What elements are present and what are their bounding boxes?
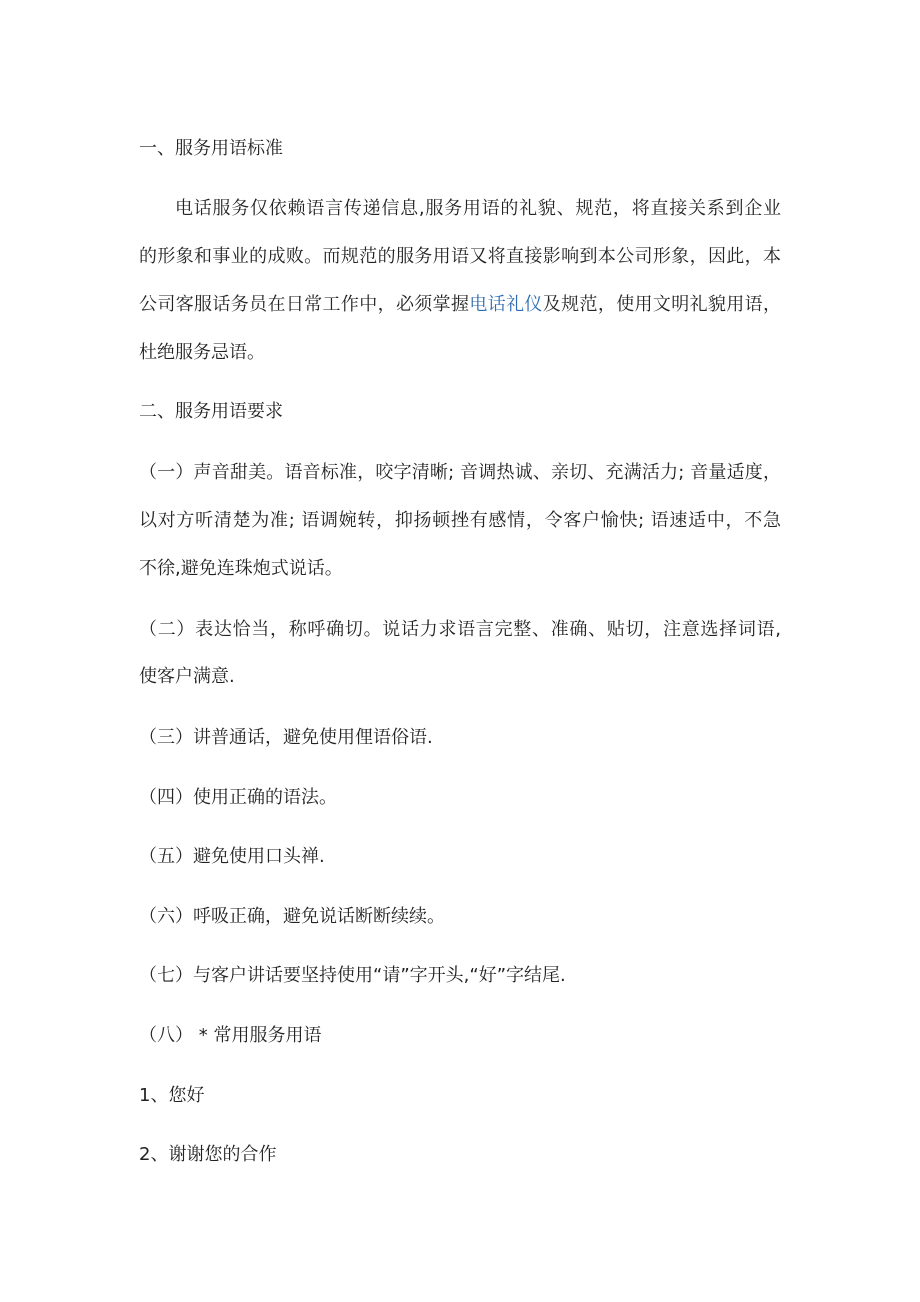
paragraph-line: 杜绝服务忌语。	[139, 342, 265, 363]
paragraph-text: 公司客服话务员在日常工作中，必须掌握	[139, 294, 470, 315]
paragraph-line-with-link	[139, 293, 781, 317]
list-item: （八） * 常用服务用语	[139, 1025, 322, 1046]
list-item-line: （二）表达恰当，称呼确切。说话力求语言完整、准确、贴切，注意选择词语,	[139, 619, 781, 640]
phone-etiquette-link[interactable]: 电话礼仪	[469, 294, 543, 315]
list-item: （六）呼吸正确，避免说话断断续续。	[139, 906, 445, 927]
list-item: （七）与客户讲话要坚持使用“请”字开头,“好”字结尾.	[139, 965, 566, 986]
section1-heading: 一、服务用语标准	[139, 138, 283, 159]
paragraph-line: 电话服务仅依赖语言传递信息,服务用语的礼貌、规范，将直接关系到企业	[175, 198, 781, 219]
phrase-item: 2、谢谢您的合作	[139, 1144, 277, 1165]
phrase-item: 1、您好	[139, 1085, 205, 1106]
section2-heading: 二、服务用语要求	[139, 401, 283, 422]
list-item: （三）讲普通话，避免使用俚语俗语.	[139, 727, 433, 748]
list-item-line: 使客户满意.	[139, 666, 235, 687]
list-item-line: （一）声音甜美。语音标准，咬字清晰; 音调热诚、亲切、充满活力; 音量适度，	[139, 462, 781, 483]
paragraph-text: 及规范，使用文明礼貌用语，	[542, 294, 782, 315]
list-item: （四）使用正确的语法。	[139, 787, 337, 808]
list-item-line: 不徐,避免连珠炮式说话。	[139, 558, 343, 579]
paragraph-line: 的形象和事业的成败。而规范的服务用语又将直接影响到本公司形象，因此，本	[139, 246, 781, 267]
list-item: （五）避免使用口头禅.	[139, 846, 325, 867]
list-item-line: 以对方听清楚为准; 语调婉转，抑扬顿挫有感情，令客户愉快; 语速适中，不急	[139, 510, 781, 531]
